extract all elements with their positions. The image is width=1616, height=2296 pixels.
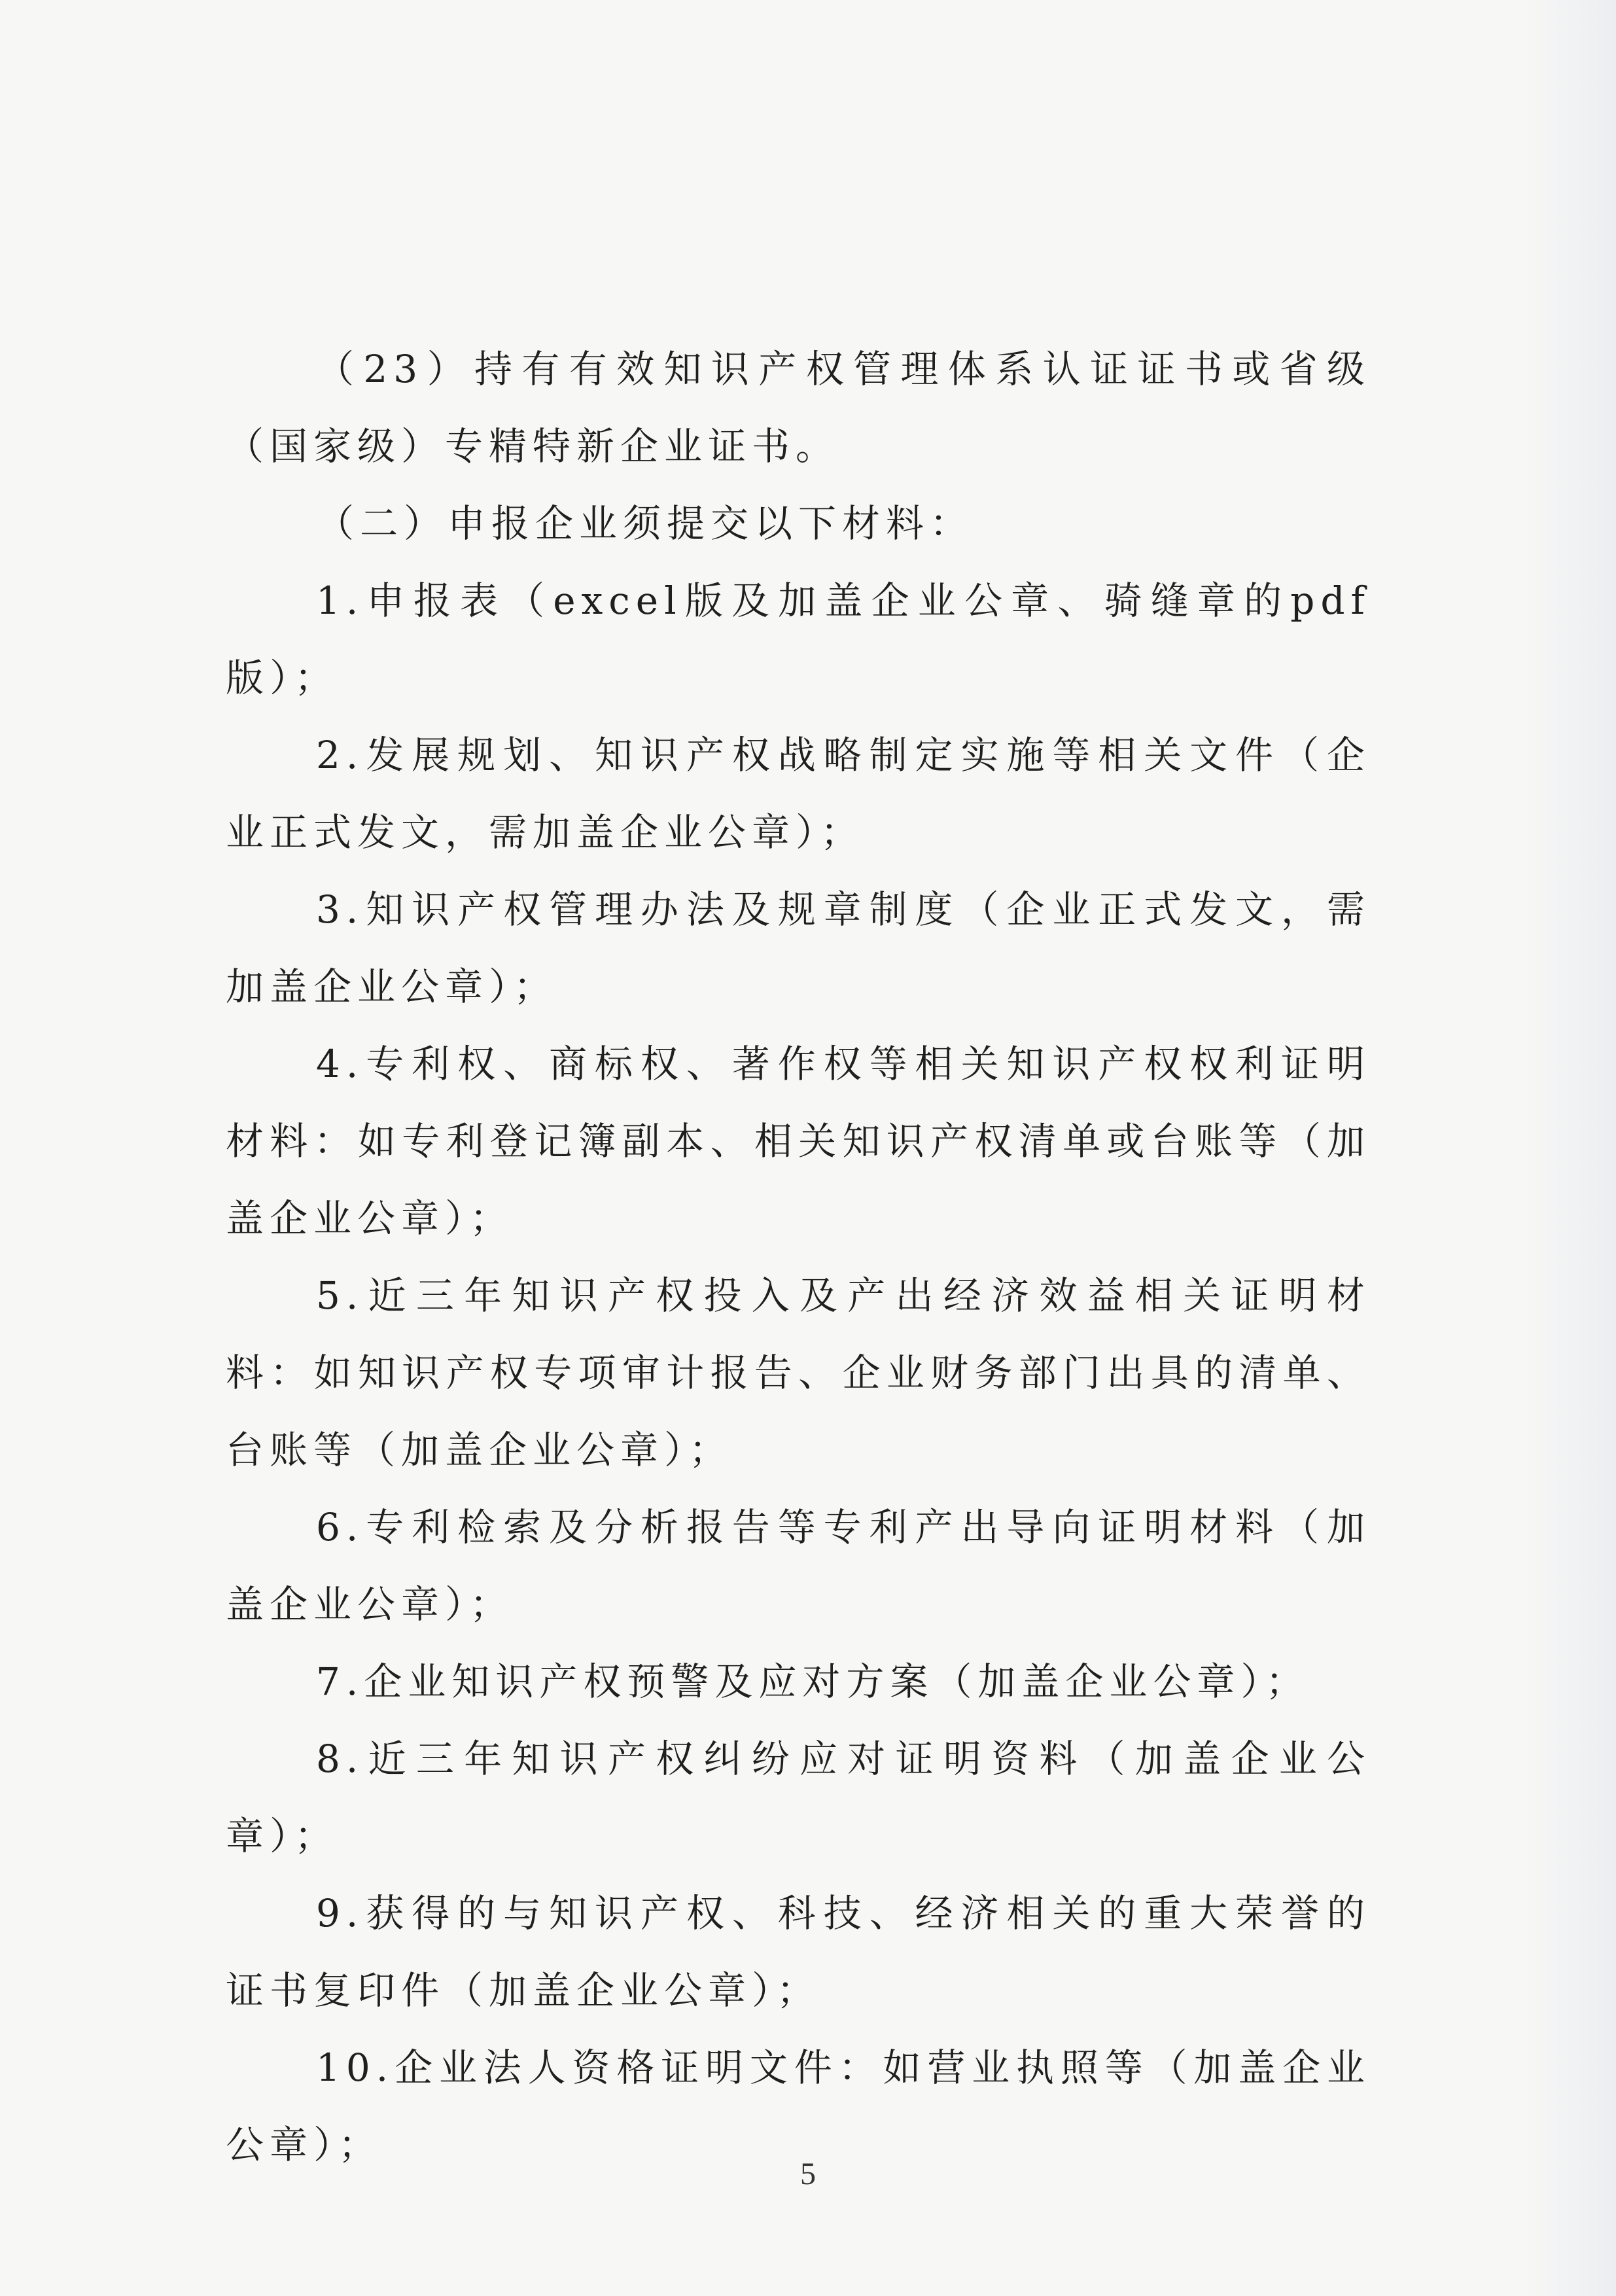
paragraph-item-23: （23）持有有效知识产权管理体系认证证书或省级（国家级）专精特新企业证书。 [226, 347, 1371, 468]
document-body [226, 330, 1371, 2183]
list-item-1: 1.申报表（excel版及加盖企业公章、骑缝章的pdf版）； [226, 578, 1371, 700]
section-heading-materials: （二）申报企业须提交以下材料： [316, 501, 974, 546]
list-item-8: 8.近三年知识产权纠纷应对证明资料（加盖企业公章）； [226, 1737, 1371, 1858]
list-item-6: 6.专利检索及分析报告等专利产出导向证明材料（加盖企业公章）； [226, 1505, 1371, 1627]
list-item-4: 4.专利权、商标权、著作权等相关知识产权权利证明材料：如专利登记簿副本、相关知识产权清单或台账等（加盖企业公章）； [226, 1042, 1371, 1241]
list-item-5: 5.近三年知识产权投入及产出经济效益相关证明材料：如知识产权专项审计报告、企业财务部门出具的清单、台账等（加盖企业公章）； [226, 1273, 1371, 1472]
list-item-2: 2.发展规划、知识产权战略制定实施等相关文件（企业正式发文，需加盖企业公章）； [226, 733, 1371, 855]
page-number: 5 [800, 2157, 816, 2191]
list-item-10: 10.企业法人资格证明文件：如营业执照等（加盖企业公章）； [226, 2045, 1371, 2167]
list-item-9: 9.获得的与知识产权、科技、经济相关的重大荣誉的证书复印件（加盖企业公章）； [226, 1891, 1371, 2013]
scan-edge-shading [1524, 0, 1616, 2296]
list-item-3: 3.知识产权管理办法及规章制度（企业正式发文，需加盖企业公章）； [226, 887, 1371, 1009]
list-item-7: 7.企业知识产权预警及应对方案（加盖企业公章）； [316, 1659, 1310, 1704]
